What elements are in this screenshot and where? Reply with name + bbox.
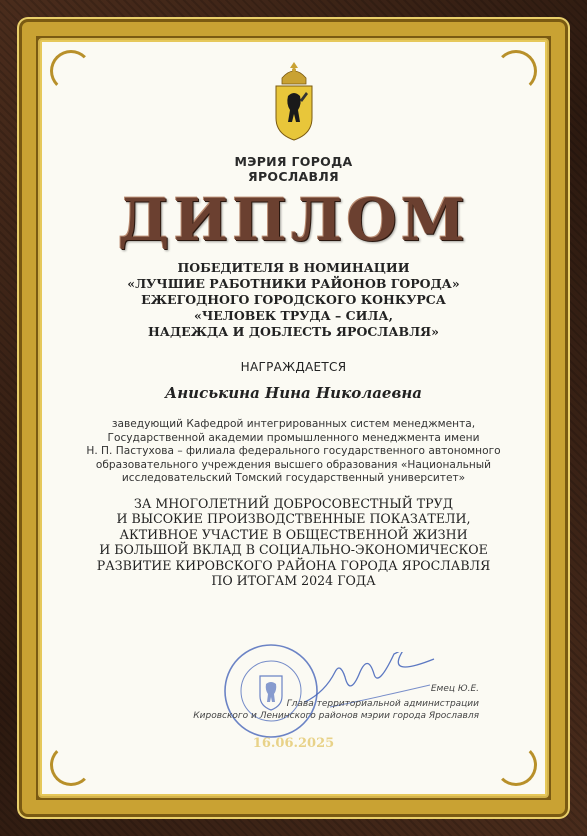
awarded-label: НАГРАЖДАЕТСЯ bbox=[240, 360, 347, 374]
award-reason bbox=[50, 496, 537, 589]
reason-line: РАЗВИТИЕ КИРОВСКОГО РАЙОНА ГОРОДА ЯРОСЛАВЛЯ bbox=[96, 557, 491, 573]
reason-line: АКТИВНОЕ УЧАСТИЕ В ОБЩЕСТВЕННОЙ ЖИЗНИ bbox=[119, 526, 468, 542]
nomination-line: ПОБЕДИТЕЛЯ В НОМИНАЦИИ bbox=[177, 260, 410, 275]
signatory-title bbox=[193, 698, 479, 722]
recipient-name: Аниськина Нина Николаевна bbox=[165, 384, 422, 402]
position-line: Н. П. Пастухова – филиала федерального государственного автономного bbox=[86, 445, 501, 457]
issue-date: 16.06.2025 bbox=[252, 736, 335, 751]
organization-line: ЯРОСЛАВЛЯ bbox=[248, 169, 339, 184]
organization-line: МЭРИЯ ГОРОДА bbox=[234, 154, 353, 169]
position-line: образовательного учреждения высшего образования «Национальный bbox=[95, 458, 492, 471]
nomination-line: ЕЖЕГОДНОГО ГОРОДСКОГО КОНКУРСА bbox=[141, 292, 446, 307]
reason-line: ЗА МНОГОЛЕТНИЙ ДОБРОСОВЕСТНЫЙ ТРУД bbox=[134, 495, 453, 511]
signatory-title-line: Кировского и Ленинского районов мэрии города Ярославля bbox=[193, 711, 479, 721]
position-line: Государственной академии промышленного менеджмента имени bbox=[107, 431, 480, 444]
reason-line: И БОЛЬШОЙ ВКЛАД В СОЦИАЛЬНО-ЭКОНОМИЧЕСКОЕ bbox=[99, 542, 488, 557]
reason-line: ПО ИТОГАМ 2024 ГОДА bbox=[211, 573, 376, 588]
signatory-name: Емец Ю.Е. bbox=[430, 684, 479, 694]
nomination-line: «ЛУЧШИЕ РАБОТНИКИ РАЙОНОВ ГОРОДА» bbox=[127, 276, 460, 291]
yaroslavl-coat-of-arms-icon bbox=[272, 60, 316, 142]
position-line: исследовательский Томский государственный университет» bbox=[121, 472, 466, 484]
recipient-position bbox=[50, 418, 537, 486]
diploma-content bbox=[50, 60, 537, 589]
nomination-text bbox=[50, 260, 537, 340]
document-title: ДИПЛОМ bbox=[117, 186, 470, 254]
position-line: заведующий Кафедрой интегрированных систем менеджмента, bbox=[111, 418, 476, 430]
nomination-line: НАДЕЖДА И ДОБЛЕСТЬ ЯРОСЛАВЛЯ» bbox=[148, 324, 439, 339]
signatory-title-line: Глава территориальной администрации bbox=[286, 699, 479, 709]
nomination-line: «ЧЕЛОВЕК ТРУДА – СИЛА, bbox=[194, 308, 393, 323]
reason-line: И ВЫСОКИЕ ПРОИЗВОДСТВЕННЫЕ ПОКАЗАТЕЛИ, bbox=[116, 511, 471, 526]
organization-name bbox=[50, 154, 537, 184]
